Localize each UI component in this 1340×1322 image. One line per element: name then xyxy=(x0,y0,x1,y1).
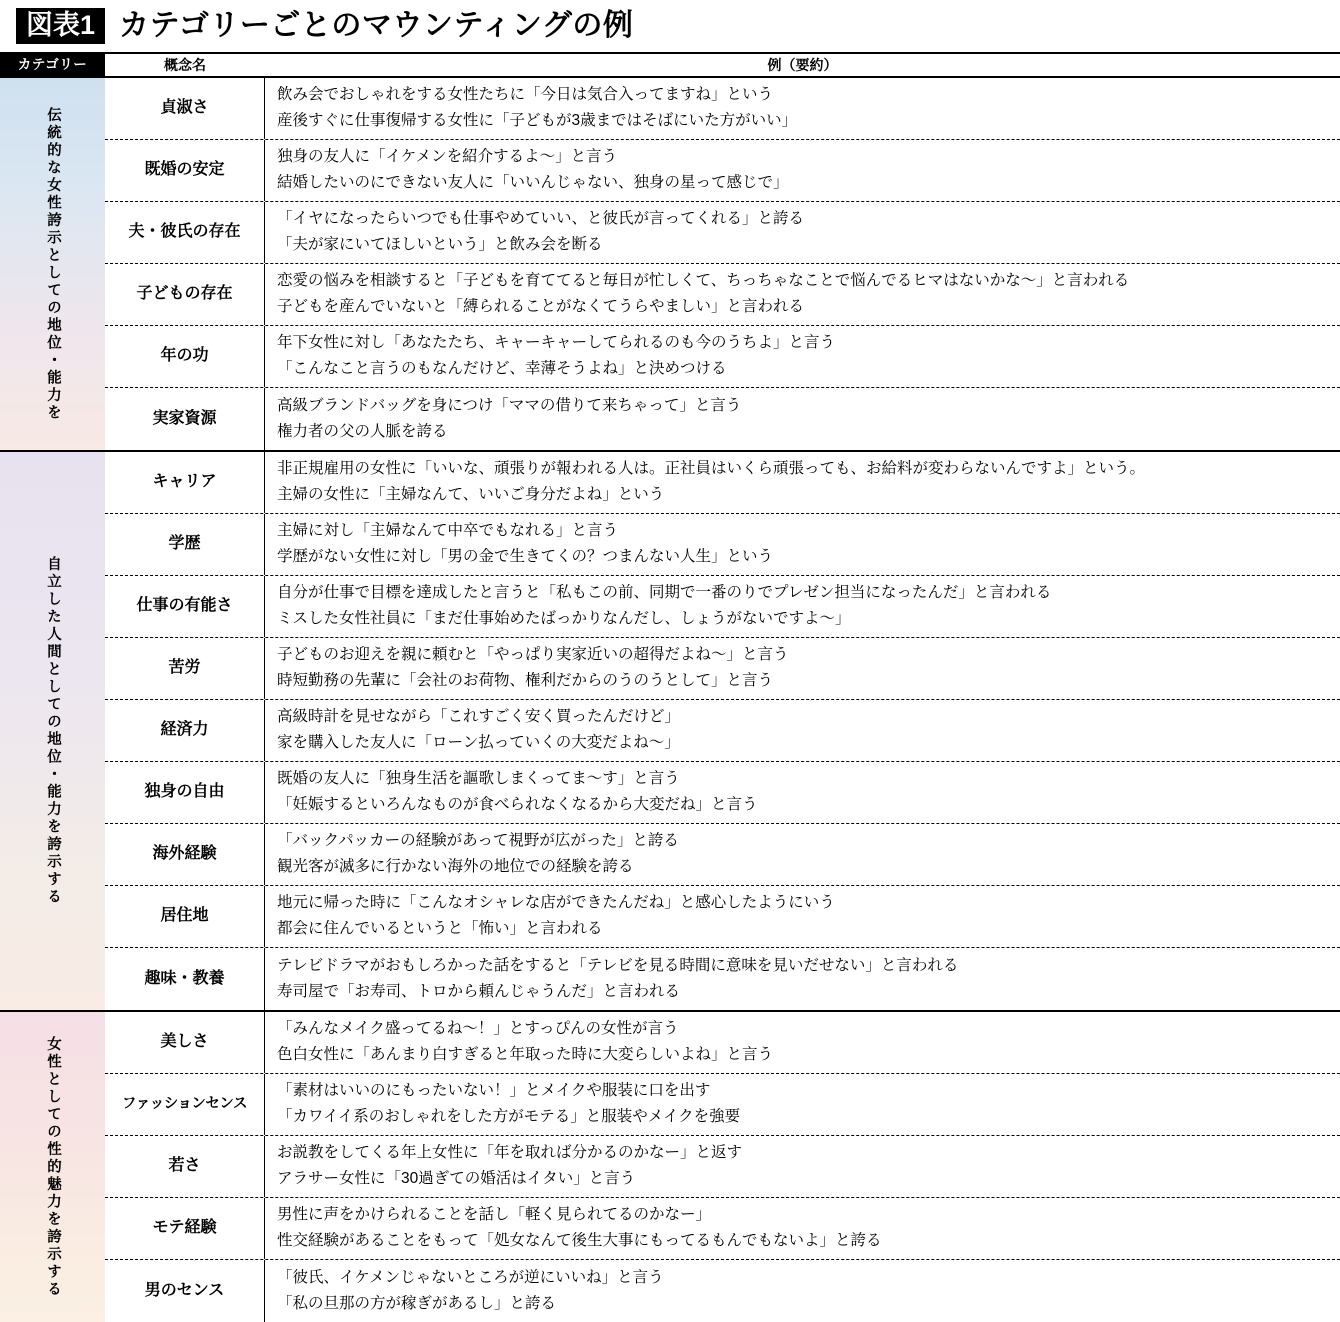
example-cell xyxy=(265,514,1340,575)
concept-name: 既婚の安定 xyxy=(105,140,265,201)
example-line: 時短勤務の先輩に「会社のお荷物、権利だからのうのうとして」と言う xyxy=(277,672,774,689)
example-line: 主婦に対し「主婦なんて中卒でもなれる」と言う xyxy=(277,522,619,540)
example-line: 寿司屋で「お寿司、トロから頼んじゃうんだ」と言われる xyxy=(277,982,681,1000)
example-line: 「私の旦那の方が稼ぎがあるし」と誇る xyxy=(277,1294,557,1312)
table-body xyxy=(0,78,1340,1322)
table-row xyxy=(105,514,1340,576)
example-line: 「イヤになったらいつでも仕事やめていい、と彼氏が言ってくれる」と誇る xyxy=(277,210,805,228)
example-line: 地元に帰った時に「こんなオシャレな店ができたんだね」と感心したようにいう xyxy=(277,894,835,912)
example-line: 「みんなメイク盛ってるね〜！」とすっぴんの女性が言う xyxy=(277,1020,679,1038)
example-line: 自分が仕事で目標を達成したと言うと「私もこの前、同期で一番のりでプレゼン担当になったんだ」と言われる xyxy=(277,584,1052,602)
example-cell xyxy=(265,1136,1340,1197)
category-cell xyxy=(0,78,105,450)
concept-name: 若さ xyxy=(105,1136,265,1197)
example-line: 「彼氏、イケメンじゃないところが逆にいいね」と言う xyxy=(277,1268,664,1286)
rows-container xyxy=(105,78,1340,450)
example-cell xyxy=(265,762,1340,823)
example-line: お説教をしてくる年上女性に「年を取れば分かるのかなー」と返す xyxy=(277,1144,743,1162)
category-label: 伝統的な女性誇示としての地位・能力を xyxy=(45,106,61,422)
example-line: 「妊娠するといろんなものが食べられなくなるから大変だね」と言う xyxy=(277,796,758,813)
example-line: 「カワイイ系のおしゃれをした方がモテる」と服装やメイクを強要 xyxy=(277,1108,741,1125)
example-cell xyxy=(265,326,1340,387)
example-cell xyxy=(265,576,1340,637)
example-cell xyxy=(265,78,1340,139)
example-line: 高級ブランドバッグを身につけ「ママの借りて来ちゃって」と言う xyxy=(277,396,742,414)
concept-name: 趣味・教養 xyxy=(105,948,265,1010)
rows-container xyxy=(105,452,1340,1010)
concept-name: ファッションセンス xyxy=(105,1074,265,1135)
table-row xyxy=(105,326,1340,388)
table-row xyxy=(105,576,1340,638)
example-line: 家を購入した友人に「ローン払っていくの大変だよね〜」 xyxy=(277,734,680,751)
example-line: テレビドラマがおもしろかった話をすると「テレビを見る時間に意味を見いだせない」と言われる xyxy=(277,956,959,974)
table-row xyxy=(105,700,1340,762)
table-row xyxy=(105,824,1340,886)
concept-name: 学歴 xyxy=(105,514,265,575)
table-row xyxy=(105,1074,1340,1136)
category-group xyxy=(0,452,1340,1012)
example-line: 恋愛の悩みを相談すると「子どもを育ててると毎日が忙しくて、ちっちゃなことで悩んでるヒマはないかな〜」と言われる xyxy=(277,272,1130,290)
category-label: 自立した人間としての地位・能力を誇示する xyxy=(45,556,61,906)
example-cell xyxy=(265,638,1340,699)
header-example: 例（要約） xyxy=(767,57,838,73)
table-row xyxy=(105,1260,1340,1322)
figure-title-bar xyxy=(0,0,1340,52)
category-group xyxy=(0,1012,1340,1322)
concept-name: 独身の自由 xyxy=(105,762,265,823)
example-cell xyxy=(265,202,1340,263)
example-line: 飲み会でおしゃれをする女性たちに「今日は気合入ってますね」という xyxy=(277,86,774,104)
example-line: 子どもを産んでいないと「縛られることがなくてうらやましい」と言われる xyxy=(277,298,805,315)
example-cell xyxy=(265,1012,1340,1073)
figure-number-badge: 図表1 xyxy=(16,8,105,44)
concept-name: 美しさ xyxy=(105,1012,265,1073)
concept-name: 海外経験 xyxy=(105,824,265,885)
rows-container xyxy=(105,1012,1340,1322)
example-cell xyxy=(265,824,1340,885)
table-row xyxy=(105,264,1340,326)
example-cell xyxy=(265,886,1340,947)
example-line: 性交経験があることをもって「処女なんて後生大事にもってるもんでもないよ」と誇る xyxy=(277,1232,882,1249)
table-row xyxy=(105,1198,1340,1260)
category-cell xyxy=(0,1012,105,1322)
example-line: 既婚の友人に「独身生活を謳歌しまくってま〜す」と言う xyxy=(277,770,680,788)
table-row xyxy=(105,78,1340,140)
table-row xyxy=(105,1136,1340,1198)
example-line: 結婚したいのにできない友人に「いいんじゃない、独身の星って感じで」 xyxy=(277,174,789,191)
header-concept: 概念名 xyxy=(164,57,206,73)
concept-name: 夫・彼氏の存在 xyxy=(105,202,265,263)
example-line: 観光客が滅多に行かない海外の地位での経験を誇る xyxy=(277,858,634,875)
example-line: 学歴がない女性に対し「男の金で生きてくの？つまんない人生」という xyxy=(277,548,774,565)
example-line: ミスした女性社員に「まだ仕事始めたばっかりなんだし、しょうがないですよ〜」 xyxy=(277,610,851,627)
example-line: 非正規雇用の女性に「いいな、頑張りが報われる人は。正社員はいくら頑張っても、お給料が変わらないんですよ」という。 xyxy=(277,460,1146,478)
example-line: 「バックパッカーの経験があって視野が広がった」と誇る xyxy=(277,832,679,850)
example-line: 年下女性に対し「あなたたち、キャーキャーしてられるのも今のうちよ」と言う xyxy=(277,334,836,352)
category-label: 女性としての性的魅力を誇示する xyxy=(45,1035,61,1299)
category-group xyxy=(0,78,1340,452)
table-row xyxy=(105,638,1340,700)
example-line: 「夫が家にいてほしいという」と飲み会を断る xyxy=(277,236,603,253)
example-line: 「素材はいいのにもったいない！」とメイクや服装に口を出す xyxy=(277,1082,711,1100)
table-row xyxy=(105,202,1340,264)
table-row xyxy=(105,886,1340,948)
example-cell xyxy=(265,948,1340,1010)
example-cell xyxy=(265,700,1340,761)
example-cell xyxy=(265,140,1340,201)
example-cell xyxy=(265,388,1340,450)
concept-name: 年の功 xyxy=(105,326,265,387)
table-row xyxy=(105,140,1340,202)
concept-name: キャリア xyxy=(105,452,265,513)
concept-name: 男のセンス xyxy=(105,1260,265,1322)
figure-title-text: カテゴリーごとのマウンティングの例 xyxy=(119,9,634,42)
example-line: 高級時計を見せながら「これすごく安く買ったんだけど」 xyxy=(277,708,681,726)
concept-name: 苦労 xyxy=(105,638,265,699)
table-row xyxy=(105,948,1340,1010)
concept-name: 貞淑さ xyxy=(105,78,265,139)
example-cell xyxy=(265,1198,1340,1259)
table-row xyxy=(105,452,1340,514)
example-line: 権力者の父の人脈を誇る xyxy=(277,422,448,440)
table-header-row xyxy=(0,52,1340,78)
table-row xyxy=(105,388,1340,450)
example-line: 都会に住んでいるというと「怖い」と言われる xyxy=(277,920,603,937)
concept-name: モテ経験 xyxy=(105,1198,265,1259)
concept-name: 仕事の有能さ xyxy=(105,576,265,637)
example-line: 主婦の女性に「主婦なんて、いいご身分だよね」という xyxy=(277,486,665,503)
example-line: 子どものお迎えを親に頼むと「やっぱり実家近いの超得だよね〜」と言う xyxy=(277,646,789,664)
concept-name: 経済力 xyxy=(105,700,265,761)
concept-name: 実家資源 xyxy=(105,388,265,450)
concept-name: 居住地 xyxy=(105,886,265,947)
table-row xyxy=(105,762,1340,824)
example-line: 色白女性に「あんまり白すぎると年取った時に大変らしいよね」と言う xyxy=(277,1046,774,1063)
example-cell xyxy=(265,452,1340,513)
example-cell xyxy=(265,1260,1340,1322)
concept-name: 子どもの存在 xyxy=(105,264,265,325)
category-cell xyxy=(0,452,105,1010)
example-line: アラサー女性に「30過ぎての婚活はイタい」と言う xyxy=(277,1170,636,1187)
table-row xyxy=(105,1012,1340,1074)
example-line: 産後すぐに仕事復帰する女性に「子どもが3歳まではそばにいた方がいい」 xyxy=(277,112,798,129)
example-cell xyxy=(265,264,1340,325)
example-line: 男性に声をかけられることを話し「軽く見られてるのかなー」 xyxy=(277,1206,712,1224)
example-line: 独身の友人に「イケメンを紹介するよ〜」と言う xyxy=(277,148,618,166)
header-category: カテゴリー xyxy=(0,54,105,76)
example-line: 「こんなこと言うのもなんだけど、幸薄そうよね」と決めつける xyxy=(277,360,727,377)
example-cell xyxy=(265,1074,1340,1135)
